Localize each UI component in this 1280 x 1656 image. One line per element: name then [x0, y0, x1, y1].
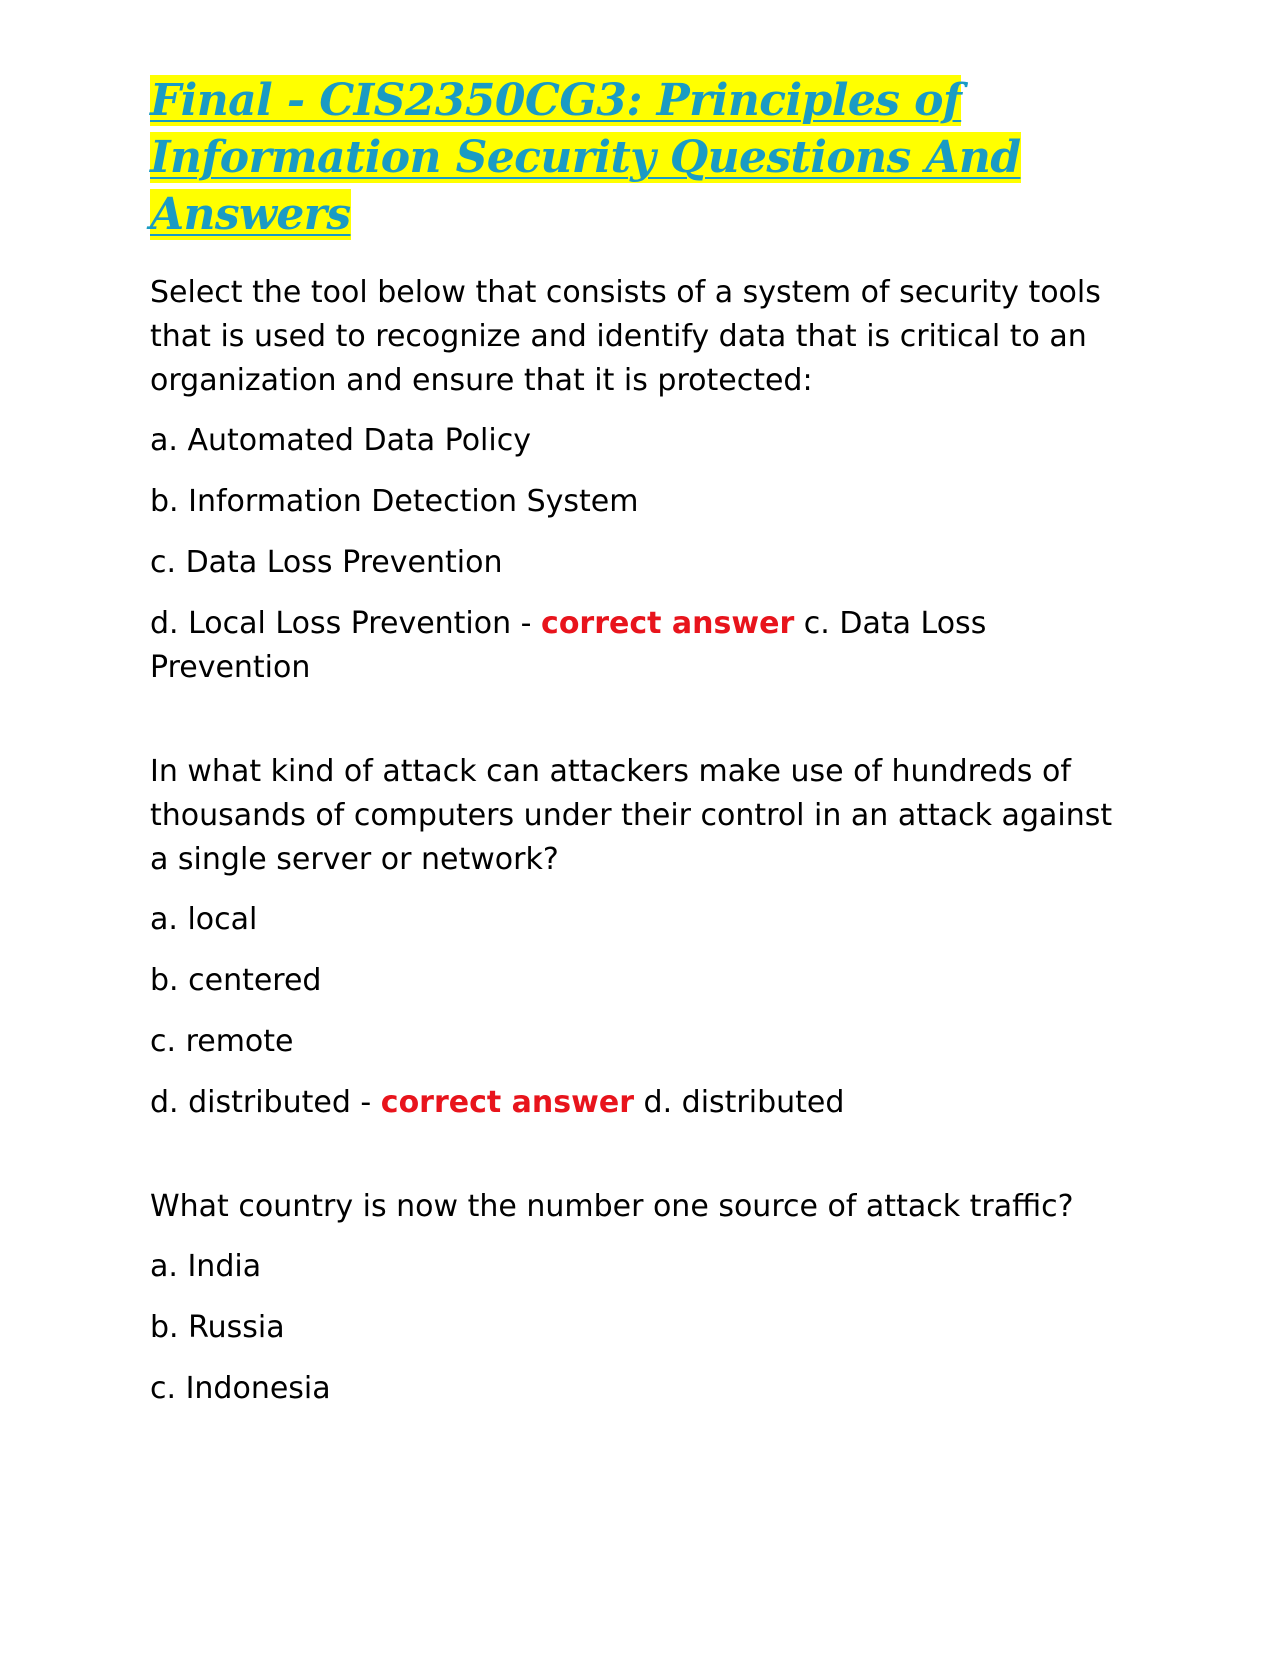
question-block-3 — [150, 1185, 1130, 1411]
option-b: b. Information Detection System — [150, 484, 639, 519]
document-title — [150, 72, 1130, 243]
option-b: b. Russia — [150, 1310, 285, 1345]
option-b: b. centered — [150, 963, 322, 998]
option-a: a. local — [150, 902, 258, 937]
option-c: c. Data Loss Prevention — [150, 545, 503, 580]
option-d-with-answer — [150, 1081, 1130, 1125]
option-d: d. Local Loss Prevention - — [150, 606, 542, 641]
option-a: a. Automated Data Policy — [150, 423, 531, 458]
question-text: In what kind of attack can attackers make use of hundreds of thousands of computers under their control in an attack against a single server or network? — [150, 754, 1113, 877]
option-d-with-answer — [150, 602, 1130, 690]
option-a: a. India — [150, 1249, 262, 1284]
option-c: c. Indonesia — [150, 1371, 331, 1406]
question-text: What country is now the number one source of attack traffic? — [150, 1189, 1074, 1224]
question-text: Select the tool below that consists of a system of security tools that is used to recognize and identify data that is critical to an organization and ensure that it is protected: — [150, 275, 1101, 398]
option-c: c. remote — [150, 1024, 294, 1059]
title-line-1: Final - CIS2350CG3: Principles of — [150, 75, 962, 126]
question-block-2 — [150, 750, 1130, 1125]
correct-answer-text: d. distributed — [634, 1085, 845, 1120]
correct-answer-label: correct answer — [541, 606, 795, 641]
option-d: d. distributed - — [150, 1085, 381, 1120]
title-line-2: Information Security Questions And Answers — [150, 132, 1021, 240]
question-block-1 — [150, 271, 1130, 690]
correct-answer-label: correct answer — [380, 1085, 634, 1120]
document-page — [150, 72, 1130, 1471]
correct-answer-text: c. Data Loss Prevention — [150, 606, 987, 685]
